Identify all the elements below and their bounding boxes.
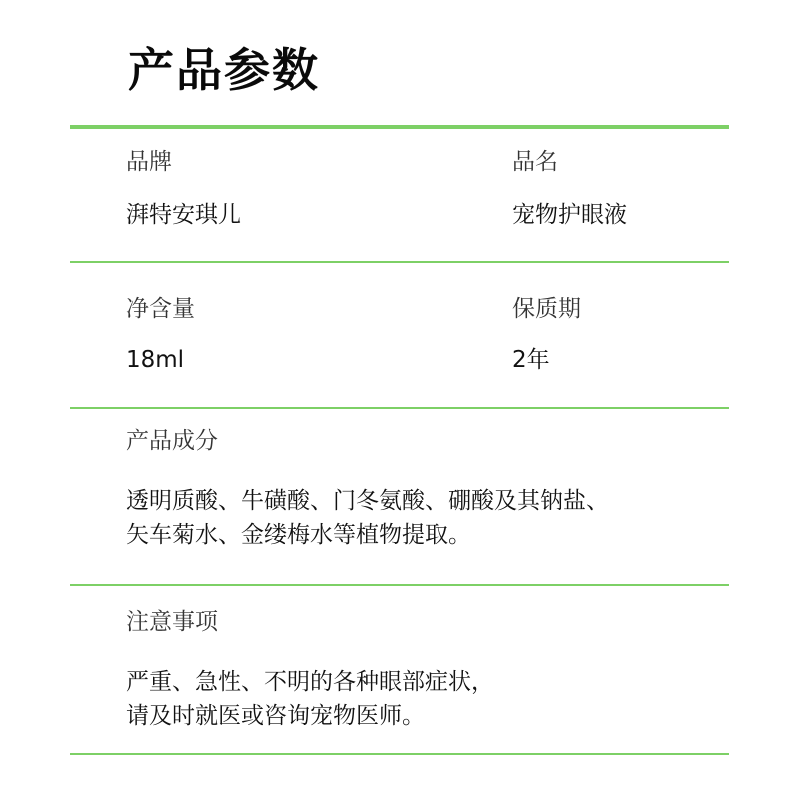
ingredients-text [126, 484, 609, 552]
row-divider [70, 407, 729, 409]
ingredients-label: 产品成分 [126, 428, 218, 454]
row-divider [70, 584, 729, 586]
notes-text [126, 665, 494, 733]
net-content-label: 净含量 [126, 296, 195, 322]
brand-value: 湃特安琪儿 [126, 202, 241, 228]
ingredients-line: 透明质酸、牛磺酸、门冬氨酸、硼酸及其钠盐、 [126, 488, 609, 514]
header-divider [70, 125, 729, 129]
product-name-label: 品名 [512, 149, 558, 175]
notes-line: 请及时就医或咨询宠物医师。 [126, 703, 425, 729]
brand-label: 品牌 [126, 149, 172, 175]
notes-line: 严重、急性、不明的各种眼部症状， [126, 669, 494, 695]
ingredients-line: 矢车菊水、金缕梅水等植物提取。 [126, 522, 471, 548]
product-name-value: 宠物护眼液 [512, 202, 627, 228]
page-title: 产品参数 [128, 43, 320, 97]
notes-label: 注意事项 [126, 609, 218, 635]
bottom-divider [70, 753, 729, 755]
net-content-value: 18ml [126, 347, 185, 373]
row-divider [70, 261, 729, 263]
shelf-life-value: 2年 [512, 347, 550, 373]
shelf-life-label: 保质期 [512, 296, 581, 322]
